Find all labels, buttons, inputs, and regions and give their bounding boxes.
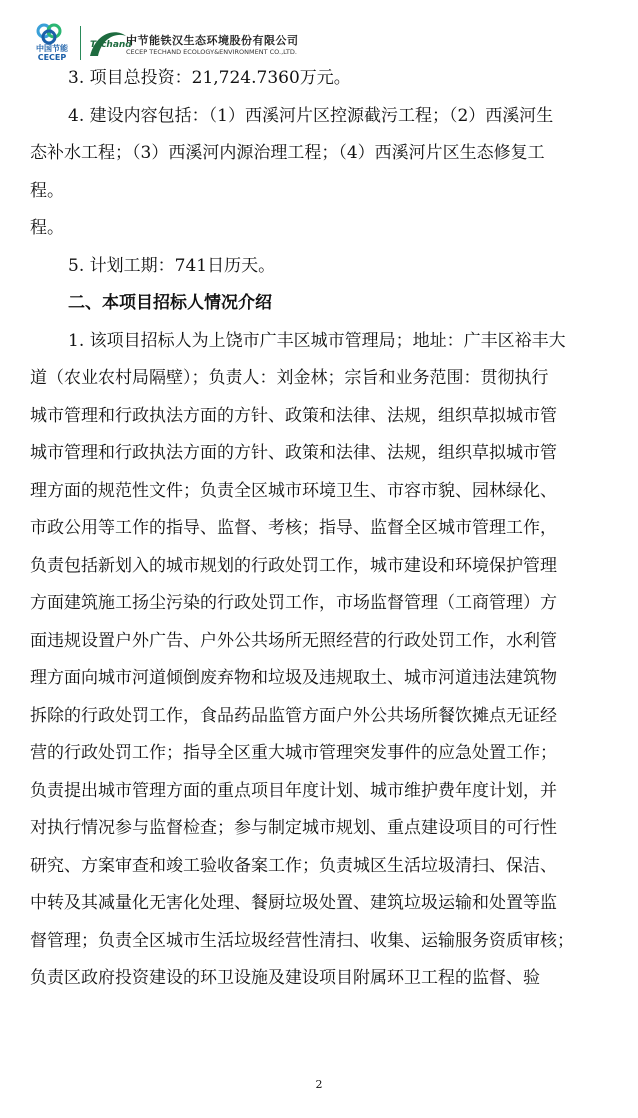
paragraph-line: 程。 <box>30 180 64 201</box>
paragraph-line: 对执行情况参与监督检查；参与制定城市规划、重点建设项目的可行性 <box>30 818 557 838</box>
logo-divider <box>80 26 81 60</box>
page-number: 2 <box>315 1078 323 1091</box>
paragraph-line: 方面建筑施工扬尘污染的行政处罚工作，市场监督管理（工商管理）方 <box>30 593 557 613</box>
paragraph-line: 态补水工程；（3）西溪河内源治理工程；（4）西溪河片区生态修复工 <box>30 143 545 163</box>
paragraph-line: 城市管理和行政执法方面的方针、政策和法律、法规，组织草拟城市管 <box>30 443 557 463</box>
section-heading: 二、本项目招标人情况介绍 <box>68 293 272 313</box>
document-body <box>30 60 608 998</box>
paragraph-line: 4. 建设内容包括：（1）西溪河片区控源截污工程；（2）西溪河生 <box>68 105 554 126</box>
document-header <box>30 22 610 64</box>
paragraph-line: 拆除的行政处罚工作，食品药品监管方面户外公共场所餐饮摊点无证经 <box>30 705 557 726</box>
cecep-logo-text: 中国节能 CECEP <box>36 44 68 62</box>
paragraph-line: 1. 该项目招标人为上饶市广丰区城市管理局；地址：广丰区裕丰大 <box>68 330 566 351</box>
paragraph-line: 负责提出城市管理方面的重点项目年度计划、城市维护费年度计划，并 <box>30 780 557 801</box>
paragraph-line: 城市管理和行政执法方面的方针、政策和法律、法规，组织草拟城市管 <box>30 405 557 426</box>
paragraph-line: 营的行政处罚工作；指导全区重大城市管理突发事件的应急处置工作； <box>30 743 557 763</box>
paragraph-line: 负责区政府投资建设的环卫设施及建设项目附属环卫工程的监督、验 <box>30 968 540 988</box>
paragraph-line: 中转及其减量化无害化处理、餐厨垃圾处置、建筑垃圾运输和处置等监 <box>30 893 557 913</box>
paragraph-line: 理方面向城市河道倾倒废弃物和垃圾及违规取土、城市河道违法建筑物 <box>30 668 557 688</box>
paragraph-line: 理方面的规范性文件；负责全区城市环境卫生、市容市貌、园林绿化、 <box>30 480 557 501</box>
paragraph-line: 市政公用等工作的指导、监督、考核；指导、监督全区城市管理工作， <box>30 518 557 538</box>
paragraph-line: 研究、方案审查和竣工验收备案工作；负责城区生活垃圾清扫、保洁、 <box>30 855 557 876</box>
paragraph-line: 程。 <box>30 218 64 238</box>
company-name-en: CECEP TECHAND ECOLOGY&ENVIRONMENT CO.,LTD. <box>126 48 297 56</box>
paragraph-line: 面违规设置户外广告、户外公共场所无照经营的行政处罚工作，水利管 <box>30 630 557 651</box>
techand-logo-text: Techand <box>90 40 132 50</box>
paragraph-line: 5. 计划工期：741日历天。 <box>68 255 276 276</box>
paragraph-line: 道（农业农村局隔壁）；负责人：刘金林；宗旨和业务范围：贯彻执行 <box>30 368 549 388</box>
paragraph-line: 督管理；负责全区城市生活垃圾经营性清扫、收集、运输服务资质审核； <box>30 930 574 951</box>
paragraph-line: 3. 项目总投资：21,724.7360万元。 <box>68 68 351 88</box>
company-name-cn: 中节能铁汉生态环境股份有限公司 <box>126 34 299 47</box>
paragraph-line: 负责包括新划入的城市规划的行政处罚工作，城市建设和环境保护管理 <box>30 555 557 576</box>
